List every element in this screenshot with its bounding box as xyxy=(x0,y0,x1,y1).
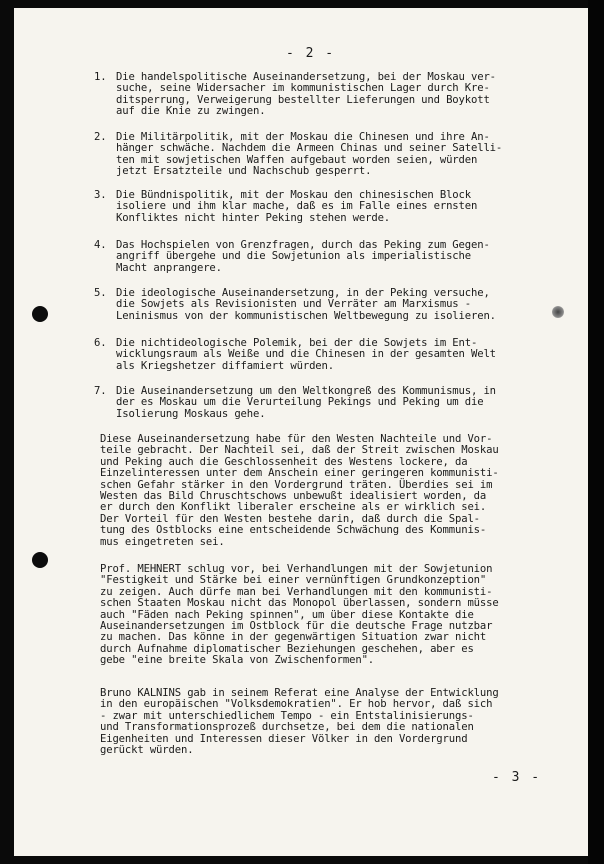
list-item-number: 4. xyxy=(94,239,107,251)
paragraph-line: - zwar mit unterschiedlichem Tempo - ein Entstalinisierungs- xyxy=(100,709,474,722)
paragraph-line: in den europäischen "Volksdemokratien". Er hob hervor, daß sich xyxy=(100,698,493,711)
list-item-number: 6. xyxy=(94,337,107,349)
paragraph-line: schen Staaten Moskau nicht das Monopol überlassen, sondern müsse xyxy=(100,597,499,610)
scan-border xyxy=(588,0,604,864)
list-item-line: Leninismus von der kommunistischen Weltbewegung zu isolieren. xyxy=(116,309,496,322)
paragraph-line: und Peking auch die Geschlossenheit des Westens lockere, da xyxy=(100,455,468,468)
list-item-line: Das Hochspielen von Grenzfragen, durch das Peking zum Gegen- xyxy=(116,239,490,251)
paragraph-line: Auseinandersetzungen im Ostblock für die deutsche Frage nutzbar xyxy=(100,620,493,633)
list-item-number: 3. xyxy=(94,189,107,201)
list-item-line: auf die Knie zu zwingen. xyxy=(116,105,266,118)
list-item-number: 1. xyxy=(94,71,107,83)
paragraph-line: gerückt würden. xyxy=(100,744,194,757)
document-page xyxy=(14,8,588,856)
paragraph-line: er durch den Konflikt liberaler erscheine als er wirklich sei. xyxy=(100,501,487,514)
list-item-line: hänger schwäche. Nachdem die Armeen Chinas und seiner Satelli- xyxy=(116,142,503,155)
list-item-line: Die nichtideologische Polemik, bei der die Sowjets im Ent- xyxy=(116,337,478,349)
paragraph-line: Westen das Bild Chruschtschows unbewußt idealisiert worden, da xyxy=(100,490,487,503)
list-item-line: wicklungsraum als Weiße und die Chinesen in der gesamten Welt xyxy=(116,348,496,361)
list-item-line: Die Bündnispolitik, mit der Moskau den chinesischen Block xyxy=(116,189,471,201)
list-item-line: Konfliktes nicht hinter Peking stehen werde. xyxy=(116,211,391,224)
list-item-line: Die ideologische Auseinandersetzung, in der Peking versuche, xyxy=(116,287,490,299)
list-item-line: Isolierung Moskaus gehe. xyxy=(116,407,266,420)
paragraph-line: zu zeigen. Auch dürfe man bei Verhandlungen mit den kommunisti- xyxy=(100,585,493,598)
list-item-line: suche, seine Widersacher im kommunistischen Lager durch Kre- xyxy=(116,82,490,95)
list-item-number: 5. xyxy=(94,287,107,299)
paragraph-line: und Transformationsprozeß durchsetze, bei dem die nationalen xyxy=(100,721,474,734)
paragraph-line: mus eingetreten sei. xyxy=(100,535,225,548)
paragraph-line: tung des Ostblocks eine entscheidende Schwächung des Kommunis- xyxy=(100,524,487,537)
paragraph-line: durch Aufnahme diplomatischer Beziehungen geschehen, aber es xyxy=(100,642,474,655)
punch-hole-top xyxy=(32,306,48,322)
list-item-line: Die Militärpolitik, mit der Moskau die Chinesen und ihre An- xyxy=(116,131,490,143)
list-item-line: als Kriegshetzer diffamiert würden. xyxy=(116,359,334,372)
list-item-line: Die handelspolitische Auseinandersetzung, bei der Moskau ver- xyxy=(116,71,496,83)
paragraph-3 xyxy=(100,688,580,756)
list-item-number: 2. xyxy=(94,131,107,143)
list-item-line: ditsperrung, Verweigerung bestellter Lieferungen und Boykott xyxy=(116,93,490,106)
paragraph-line: Diese Auseinandersetzung habe für den Westen Nachteile und Vor- xyxy=(100,433,493,445)
ink-smudge xyxy=(552,306,564,318)
paragraph-line: gebe "eine breite Skala von Zwischenformen". xyxy=(100,654,375,667)
paragraph-1 xyxy=(100,434,580,548)
list-item-line: isoliere und ihm klar mache, daß es im Falle eines ernsten xyxy=(116,200,478,213)
paragraph-line: Eigenheiten und Interessen dieser Völker in den Vordergrund xyxy=(100,732,468,745)
page-number: - 2 - xyxy=(286,46,336,61)
paragraph-line: auch "Fäden nach Peking spinnen", um über diese Kontakte die xyxy=(100,608,474,621)
paragraph-line: Einzelinteressen unter dem Anschein einer geringeren kommunisti- xyxy=(100,467,499,480)
paragraph-line: Prof. MEHNERT schlug vor, bei Verhandlungen mit der Sowjetunion xyxy=(100,563,493,575)
list-item-line: die Sowjets als Revisionisten und Verräter am Marxismus - xyxy=(116,298,471,311)
paragraph-line: Bruno KALNINS gab in seinem Referat eine Analyse der Entwicklung xyxy=(100,687,499,699)
list-item-number: 7. xyxy=(94,385,107,397)
paragraph-line: Der Vorteil für den Westen bestehe darin, daß durch die Spal- xyxy=(100,512,480,525)
paragraph-2 xyxy=(100,564,580,667)
paragraph-line: "Festigkeit und Stärke bei einer vernünftigen Grundkonzeption" xyxy=(100,574,487,587)
paragraph-line: teile gebracht. Der Nachteil sei, daß der Streit zwischen Moskau xyxy=(100,444,499,457)
paragraph-line: zu machen. Das könne in der gegenwärtigen Situation zwar nicht xyxy=(100,631,487,644)
list-item-line: angriff übergehe und die Sowjetunion als imperialistische xyxy=(116,250,471,263)
next-page-marker: - 3 - xyxy=(492,770,542,785)
list-item-line: ten mit sowjetischen Waffen aufgebaut worden seien, würden xyxy=(116,153,478,166)
list-item-line: Die Auseinandersetzung um den Weltkongreß des Kommunismus, in xyxy=(116,385,496,397)
list-item-line: Macht anprangere. xyxy=(116,261,222,274)
list-item-line: der es Moskau um die Verurteilung Pekings und Peking um die xyxy=(116,396,484,409)
paragraph-line: schen Gefahr stärker in den Vordergrund träten. Überdies sei im xyxy=(100,478,493,491)
punch-hole-bottom xyxy=(32,552,48,568)
list-item-line: jetzt Ersatzteile und Nachschub gesperrt. xyxy=(116,165,372,178)
